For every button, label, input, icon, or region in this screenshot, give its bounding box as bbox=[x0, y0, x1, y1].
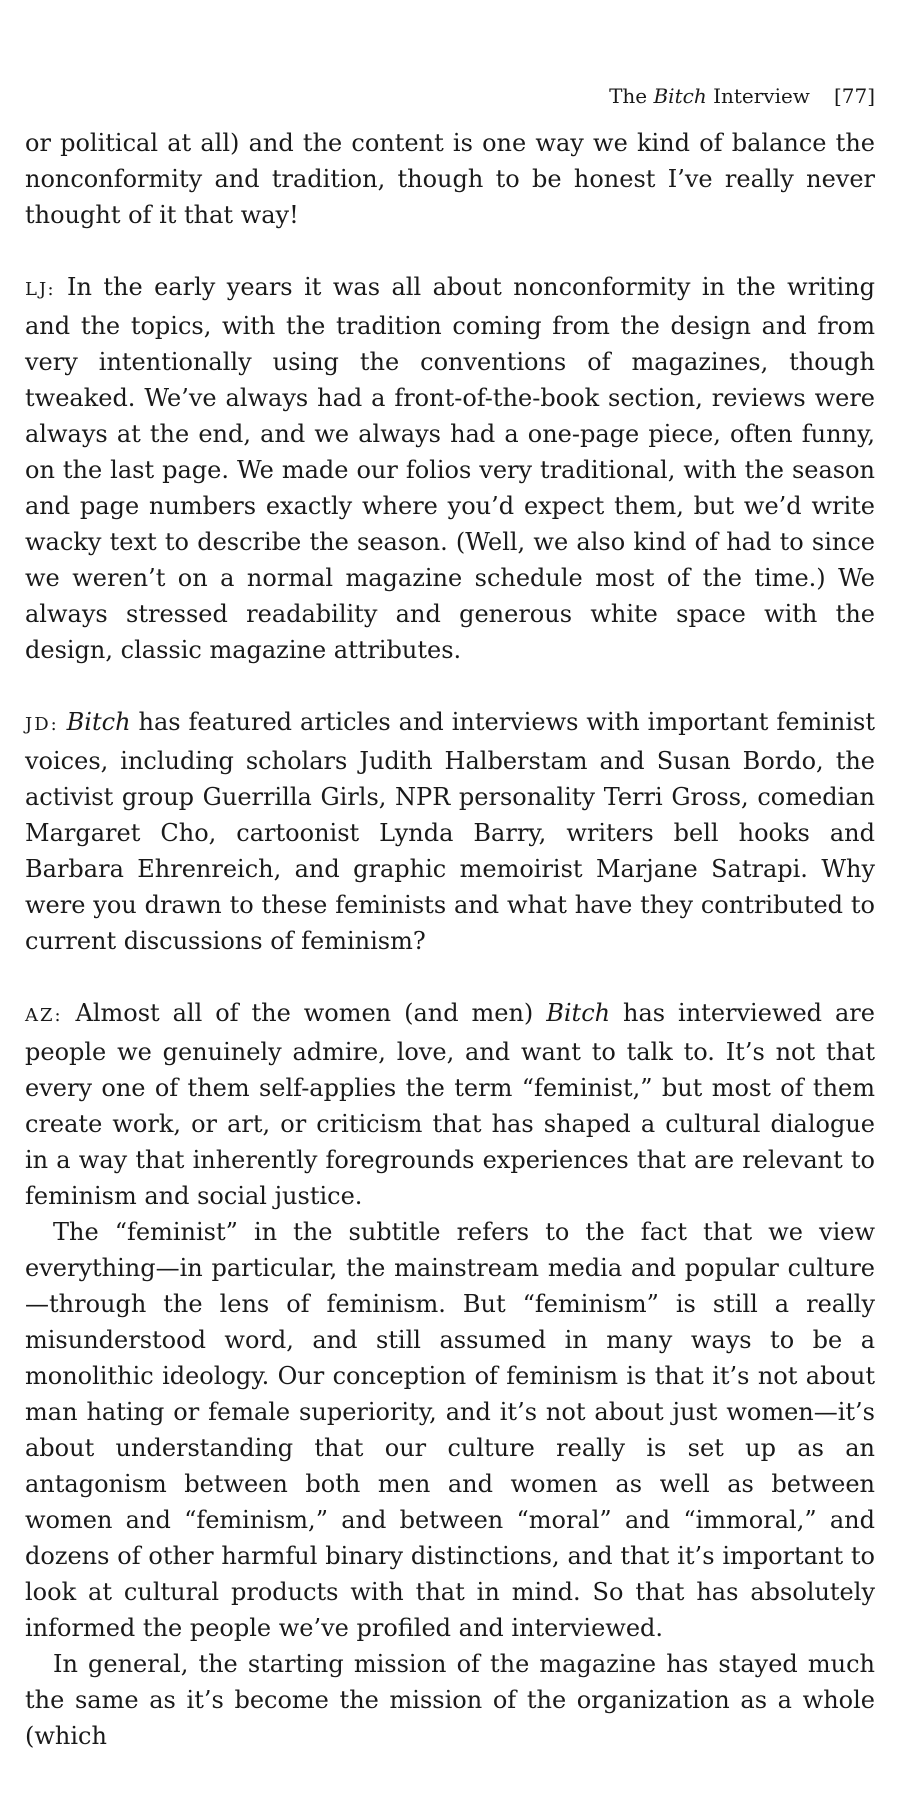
paragraph-lj-answer bbox=[25, 269, 875, 668]
book-page bbox=[25, 85, 875, 1754]
running-head bbox=[25, 85, 875, 125]
speaker-label: AZ: bbox=[25, 1005, 63, 1026]
paragraph-continuation: or political at all) and the content is one way we kind of balance the nonconformity and tradition, though to be honest I’ve really never thought of it that way! bbox=[25, 129, 875, 229]
magazine-title: Bitch bbox=[66, 708, 131, 736]
paragraph-text: In the early years it was all about nonconformity in the writing and the topics, with the tradition coming from the design and from very intentionally using the conventions of magazines, though tweaked. We’ve always had a front-of-the-book section, reviews were always at the end, and we always had a one-page piece, often funny, on the last page. We made our folios very traditional, with the season and page numbers exactly where you’d expect them, but we’d write wacky text to describe the season. (Well, we also kind of had to since we weren’t on a normal magazine schedule most of the time.) We always stressed readability and generous white space with the design, classic magazine attributes. bbox=[25, 273, 875, 664]
paragraph-mission: In general, the starting mission of the magazine has stayed much the same as it’s become the mission of the organization as a whole (which bbox=[25, 1650, 875, 1750]
paragraph-az-answer bbox=[25, 995, 875, 1214]
speaker-label: LJ: bbox=[25, 279, 56, 300]
running-head-title-italic: Bitch bbox=[653, 84, 707, 108]
paragraph-jd-question bbox=[25, 704, 875, 959]
paragraph-feminist-subtitle: The “feminist” in the subtitle refers to the fact that we view everything—in particular, the mainstream media and popular culture—through the lens of feminism. But “feminism” is still a really misunderstood word, and still assumed in many ways to be a monolithic ideology. Our conception of feminism is that it’s not about man hating or female superiority, and it’s not about just women—it’s about understanding that our culture really is set up as an antagonism between both men and women as well as between women and “feminism,” and between “moral” and “immoral,” and dozens of other harmful binary distinctions, and that it’s important to look at cultural products with that in mind. So that has absolutely informed the people we’ve profiled and interviewed. bbox=[25, 1218, 875, 1642]
magazine-title: Bitch bbox=[546, 999, 611, 1027]
paragraph-text: has interviewed are people we genuinely admire, love, and want to talk to. It’s not that every one of them self-applies the term “feminist,” but most of them create work, or art, or criticism that has shaped a cultural dialogue in a way that inherently foregrounds experiences that are relevant to feminism and social justice. bbox=[25, 999, 875, 1210]
page-number: [77] bbox=[833, 84, 875, 108]
paragraph-text: has featured articles and interviews with important feminist voices, including scholars Judith Halberstam and Susan Bordo, the activist group Guerrilla Girls, NPR personality Terri Gross, comedian Margaret Cho, cartoonist Lynda Barry, writers bell hooks and Barbara Ehrenreich, and graphic memoirist Marjane Satrapi. Why were you drawn to these feminists and what have they contributed to current discussions of feminism? bbox=[25, 708, 876, 955]
paragraph-text-lead: Almost all of the women (and men) bbox=[75, 999, 534, 1027]
speaker-label: JD: bbox=[25, 714, 59, 735]
running-head-title: The Bitch Interview bbox=[609, 84, 810, 108]
